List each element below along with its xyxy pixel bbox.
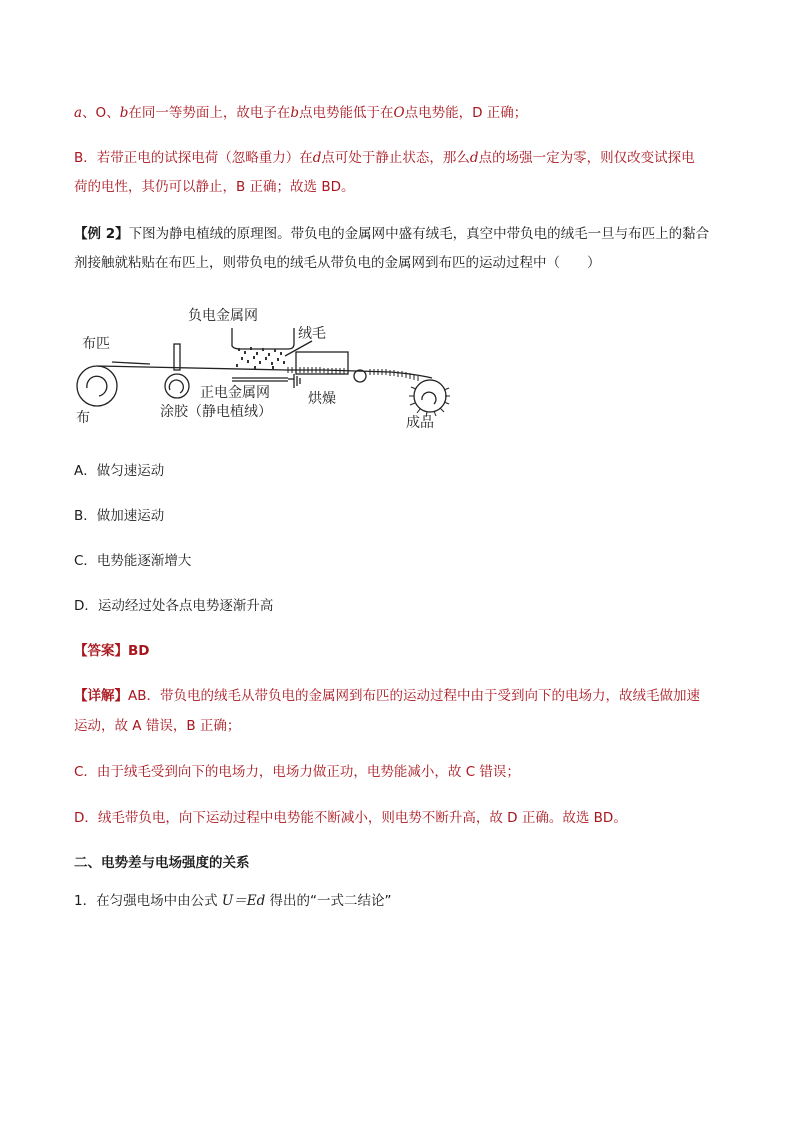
label-fluff: 绒毛	[298, 326, 326, 342]
text: 在同一等势面上，故电子在	[128, 105, 291, 121]
detail-text: AB．带负电的绒毛从带负电的金属网到布匹的运动过程中由于受到向下的电场力，故绒毛做加速	[128, 688, 700, 704]
product-roll	[414, 380, 446, 412]
label-positive-mesh: 正电金属网	[200, 385, 270, 401]
section-heading: 二、电势差与电场强度的关系	[74, 855, 250, 871]
item-text: 1．在匀强电场中由公式	[74, 893, 222, 909]
label-drying: 烘燥	[308, 391, 336, 407]
point-d: d	[469, 150, 479, 166]
text: 点电势能，D 正确；	[404, 105, 528, 121]
detail-line: C．由于绒毛受到向下的电场力，电场力做正功，电势能减小，故 C 错误；	[74, 764, 520, 780]
formula: U＝Ed	[221, 893, 266, 909]
fluff-particles	[236, 347, 285, 369]
label-glue: 涂胶（静电植绒）	[160, 404, 272, 420]
text: 点的场强一定为零，则仅改变试探电	[478, 150, 695, 166]
answer: 【答案】BD	[74, 643, 150, 659]
solution-line	[74, 103, 527, 123]
option-a: A．做匀速运动	[74, 463, 165, 479]
example-tag: 【例 2】	[74, 226, 129, 242]
point-d: d	[312, 150, 322, 166]
text: 点可处于静止状态，那么	[321, 150, 470, 166]
text: B．若带正电的试探电荷（忽略重力）在	[74, 150, 313, 166]
detail-tag: 【详解】	[74, 688, 128, 704]
detail-line	[74, 686, 700, 706]
text: 、O、	[82, 105, 120, 121]
point-b: b	[119, 105, 129, 121]
label-product: 成品	[406, 415, 434, 431]
solution-line	[74, 148, 695, 168]
detail-line: D．绒毛带负电，向下运动过程中电势能不断减小，则电势不断升高，故 D 正确。故选 BD。	[74, 810, 627, 826]
section-item	[74, 891, 392, 911]
glue-roller	[165, 374, 189, 398]
option-b: B．做加速运动	[74, 508, 165, 524]
label-negative-mesh: 负电金属网	[188, 308, 258, 324]
label-cloth: 布匹	[82, 336, 110, 352]
question-text: 剂接触就粘贴在布匹上，则带负电的绒毛从带负电的金属网到布匹的运动过程中（ ）	[74, 255, 601, 271]
item-text: 得出的“一式二结论”	[265, 893, 392, 909]
label-cloth-roll: 布	[76, 410, 90, 426]
negative-mesh	[232, 328, 294, 349]
option-c: C．电势能逐渐增大	[74, 553, 192, 569]
detail-line: 运动，故 A 错误，B 正确；	[74, 718, 241, 734]
text: 点电势能低于在	[299, 105, 394, 121]
cloth-roll	[77, 366, 117, 406]
point-a: a	[74, 105, 83, 121]
question-text: 下图为静电植绒的原理图。带负电的金属网中盛有绒毛，真空中带负电的绒毛一旦与布匹上的黏合	[128, 226, 710, 242]
option-d: D．运动经过处各点电势逐渐升高	[74, 598, 274, 614]
solution-line: 荷的电性，其仍可以静止，B 正确；故选 BD。	[74, 179, 355, 195]
example-question	[74, 224, 709, 244]
electrostatic-flocking-diagram	[60, 296, 460, 436]
point-b: b	[290, 105, 300, 121]
glue-scraper	[174, 344, 180, 370]
point-o: O	[393, 105, 405, 121]
roll-arrow	[87, 376, 107, 396]
